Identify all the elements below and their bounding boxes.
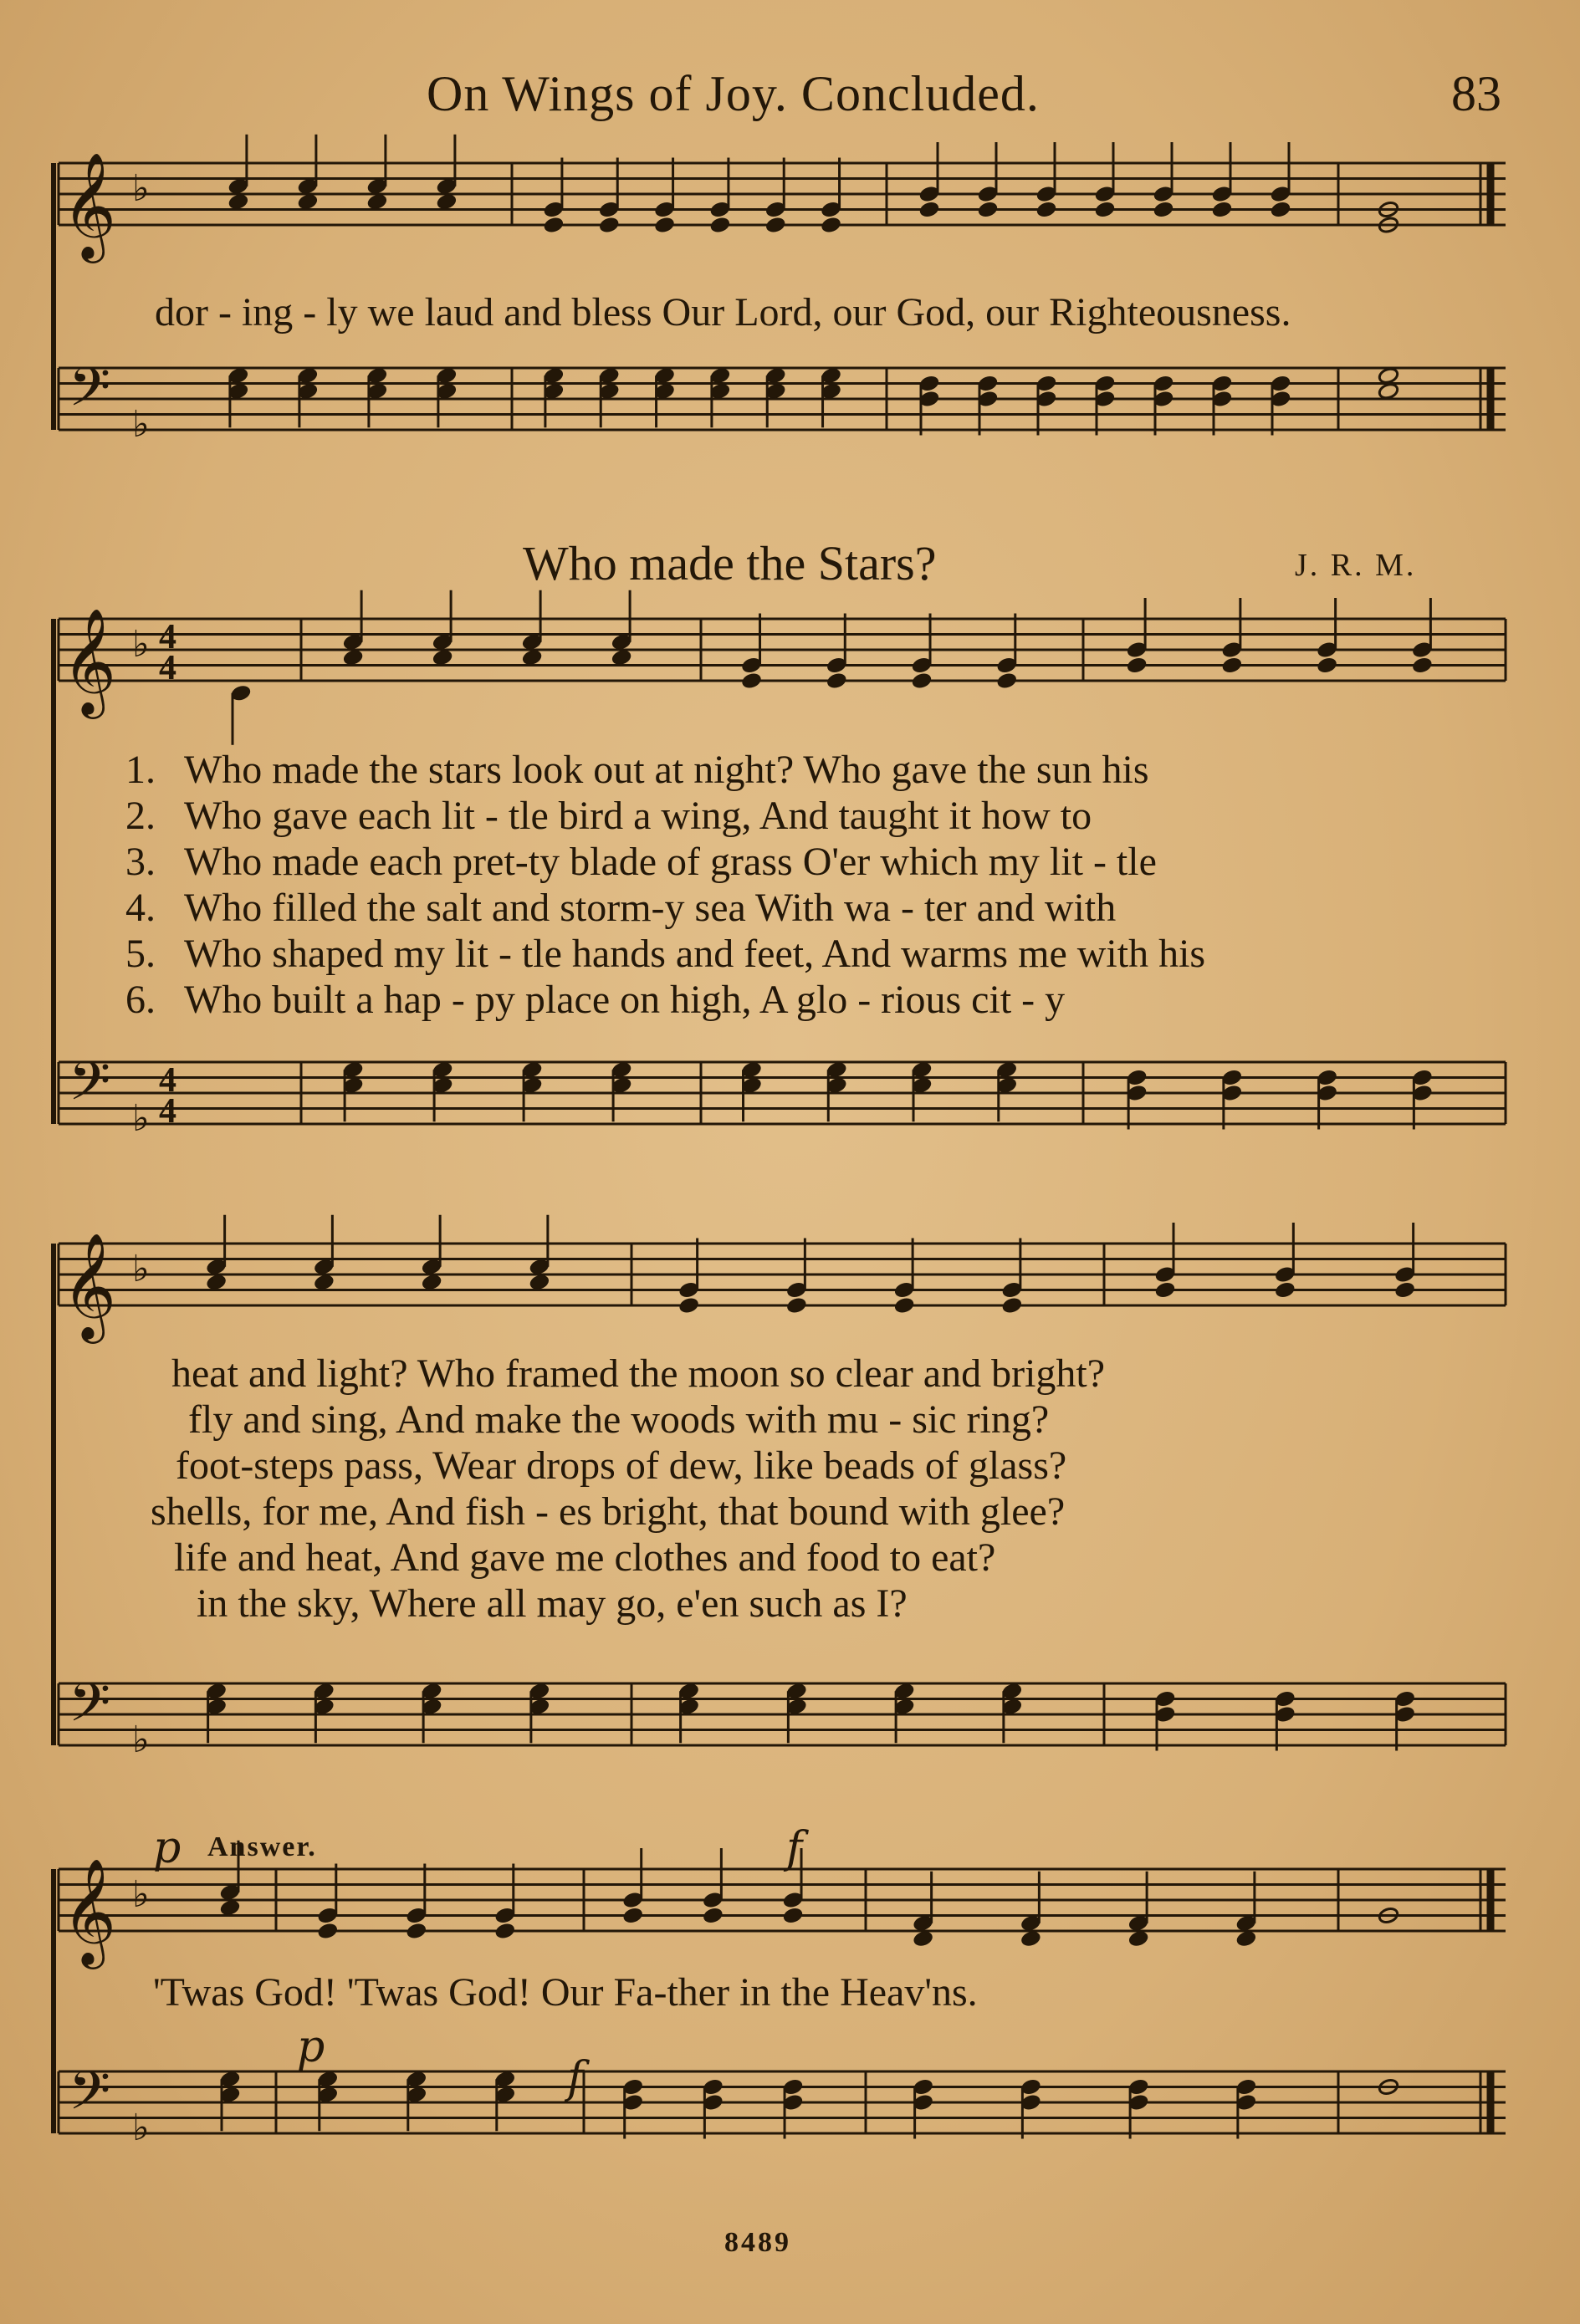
bass-clef-icon: 𝄢 — [69, 1050, 111, 1126]
note-head — [1094, 201, 1116, 219]
note-head — [913, 1929, 934, 1948]
verse-number: 3. — [125, 840, 156, 884]
note-head — [406, 1922, 427, 1940]
note-head — [1378, 366, 1399, 385]
verse-text: Who made each pret-ty blade of grass O'er which my lit - tle — [184, 840, 1157, 884]
verse-text: Who filled the salt and storm-y sea With wa - ter and with — [184, 886, 1117, 930]
verse-text: shells, for me, And fish - es bright, that bound with glee? — [151, 1489, 1066, 1534]
verse-number: 5. — [125, 932, 156, 976]
note-head — [1127, 1929, 1149, 1948]
note-head — [432, 648, 453, 667]
note-head — [1221, 656, 1243, 675]
verse-text: fly and sing, And make the woods with mu - sic ring? — [188, 1397, 1050, 1442]
note-head — [1394, 1281, 1416, 1300]
running-title: On Wings of Joy. Concluded. — [427, 66, 1040, 121]
time-signature-top: 4 — [159, 618, 176, 656]
note-head — [918, 201, 940, 219]
verse-text: foot-steps pass, Wear drops of dew, like beads of glass? — [176, 1443, 1067, 1488]
note-head — [1235, 1929, 1257, 1948]
note-head — [598, 216, 620, 234]
dynamic-marking: p — [153, 1823, 182, 1873]
note-head — [996, 672, 1018, 690]
note-head — [893, 1296, 915, 1315]
treble-clef-icon: 𝄞 — [62, 1232, 117, 1339]
song-title: Who made the Stars? — [523, 536, 937, 590]
note-head — [826, 672, 847, 690]
verse-text: Who shaped my lit - tle hands and feet, And warms me with his — [184, 932, 1206, 976]
note-head — [1378, 382, 1399, 401]
note-head — [911, 672, 933, 690]
note-head — [678, 1296, 700, 1315]
note-head — [702, 1907, 724, 1925]
bass-clef-icon: 𝄢 — [69, 356, 111, 432]
note-head — [764, 216, 786, 234]
lyric-line-system1: dor - ing - ly we laud and bless Our Lord, our God, our Righteousness. — [155, 290, 1291, 335]
note-head — [782, 1907, 804, 1925]
note-head — [521, 648, 543, 667]
note-head — [1270, 201, 1291, 219]
note-head — [228, 192, 249, 211]
verse-number: 2. — [125, 794, 156, 838]
note-head — [543, 216, 565, 234]
dynamic-marking: f — [786, 1823, 803, 1873]
note-head — [1020, 1929, 1041, 1948]
note-head — [219, 1898, 241, 1917]
note-head — [1154, 1281, 1176, 1300]
verse-number: 4. — [125, 886, 156, 930]
note-head — [342, 648, 364, 667]
note-head — [1001, 1296, 1023, 1315]
treble-clef-icon: 𝄞 — [62, 607, 117, 714]
note-head — [709, 216, 731, 234]
time-signature-bottom: 4 — [159, 1092, 176, 1131]
note-head — [313, 1273, 335, 1291]
flat-icon: ♭ — [132, 1097, 150, 1140]
time-signature-top: 4 — [159, 1061, 176, 1100]
note-head — [1411, 656, 1433, 675]
answer-lyric: 'Twas God! 'Twas God! Our Fa-ther in the Heav'ns. — [153, 1970, 978, 2015]
note-head — [1153, 201, 1174, 219]
note-head — [421, 1273, 442, 1291]
flat-icon: ♭ — [132, 403, 150, 446]
verse-number: 6. — [125, 978, 156, 1022]
answer-label: Answer. — [207, 1831, 317, 1862]
note-head — [366, 192, 388, 211]
note-head — [821, 216, 842, 234]
verse-text: Who gave each lit - tle bird a wing, And taught it how to — [184, 794, 1092, 838]
bass-clef-icon: 𝄢 — [69, 2060, 111, 2136]
treble-clef-icon: 𝄞 — [62, 151, 117, 258]
note-head — [494, 1922, 516, 1940]
verse-number: 1. — [125, 748, 156, 792]
bass-clef-icon: 𝄢 — [69, 1672, 111, 1748]
plate-number: 8489 — [724, 2227, 791, 2258]
note-head — [611, 648, 632, 667]
note-head — [1035, 201, 1057, 219]
verse-text: Who made the stars look out at night? Who gave the sun his — [184, 748, 1149, 792]
note-head — [741, 672, 763, 690]
time-signature-bottom: 4 — [159, 649, 176, 687]
flat-icon: ♭ — [132, 2107, 150, 2149]
note-head — [1274, 1281, 1296, 1300]
verse-text: Who built a hap - py place on high, A glo - rious cit - y — [184, 978, 1066, 1022]
page-number: 83 — [1451, 66, 1501, 121]
flat-icon: ♭ — [132, 623, 150, 666]
note-head — [297, 192, 319, 211]
verse-text: in the sky, Where all may go, e'en such as I? — [197, 1581, 908, 1626]
flat-icon: ♭ — [132, 1719, 150, 1761]
treble-clef-icon: 𝄞 — [62, 1857, 117, 1964]
note-head — [977, 201, 999, 219]
flat-icon: ♭ — [132, 1248, 150, 1290]
note-head — [206, 1273, 228, 1291]
note-head — [1317, 656, 1338, 675]
composer-credit: J. R. M. — [1295, 548, 1417, 583]
dynamic-marking: p — [297, 2022, 325, 2072]
note-head — [317, 1922, 339, 1940]
flat-icon: ♭ — [132, 1873, 150, 1916]
note-head — [654, 216, 676, 234]
note-head — [785, 1296, 807, 1315]
note-head — [529, 1273, 550, 1291]
note-head — [1211, 201, 1233, 219]
verse-text: heat and light? Who framed the moon so clear and bright? — [171, 1351, 1106, 1396]
note-head — [622, 1907, 644, 1925]
dynamic-marking: f — [567, 2053, 584, 2103]
note-head — [436, 192, 458, 211]
note-head — [1126, 656, 1148, 675]
flat-icon: ♭ — [132, 167, 150, 210]
verse-text: life and heat, And gave me clothes and food to eat? — [174, 1535, 996, 1580]
